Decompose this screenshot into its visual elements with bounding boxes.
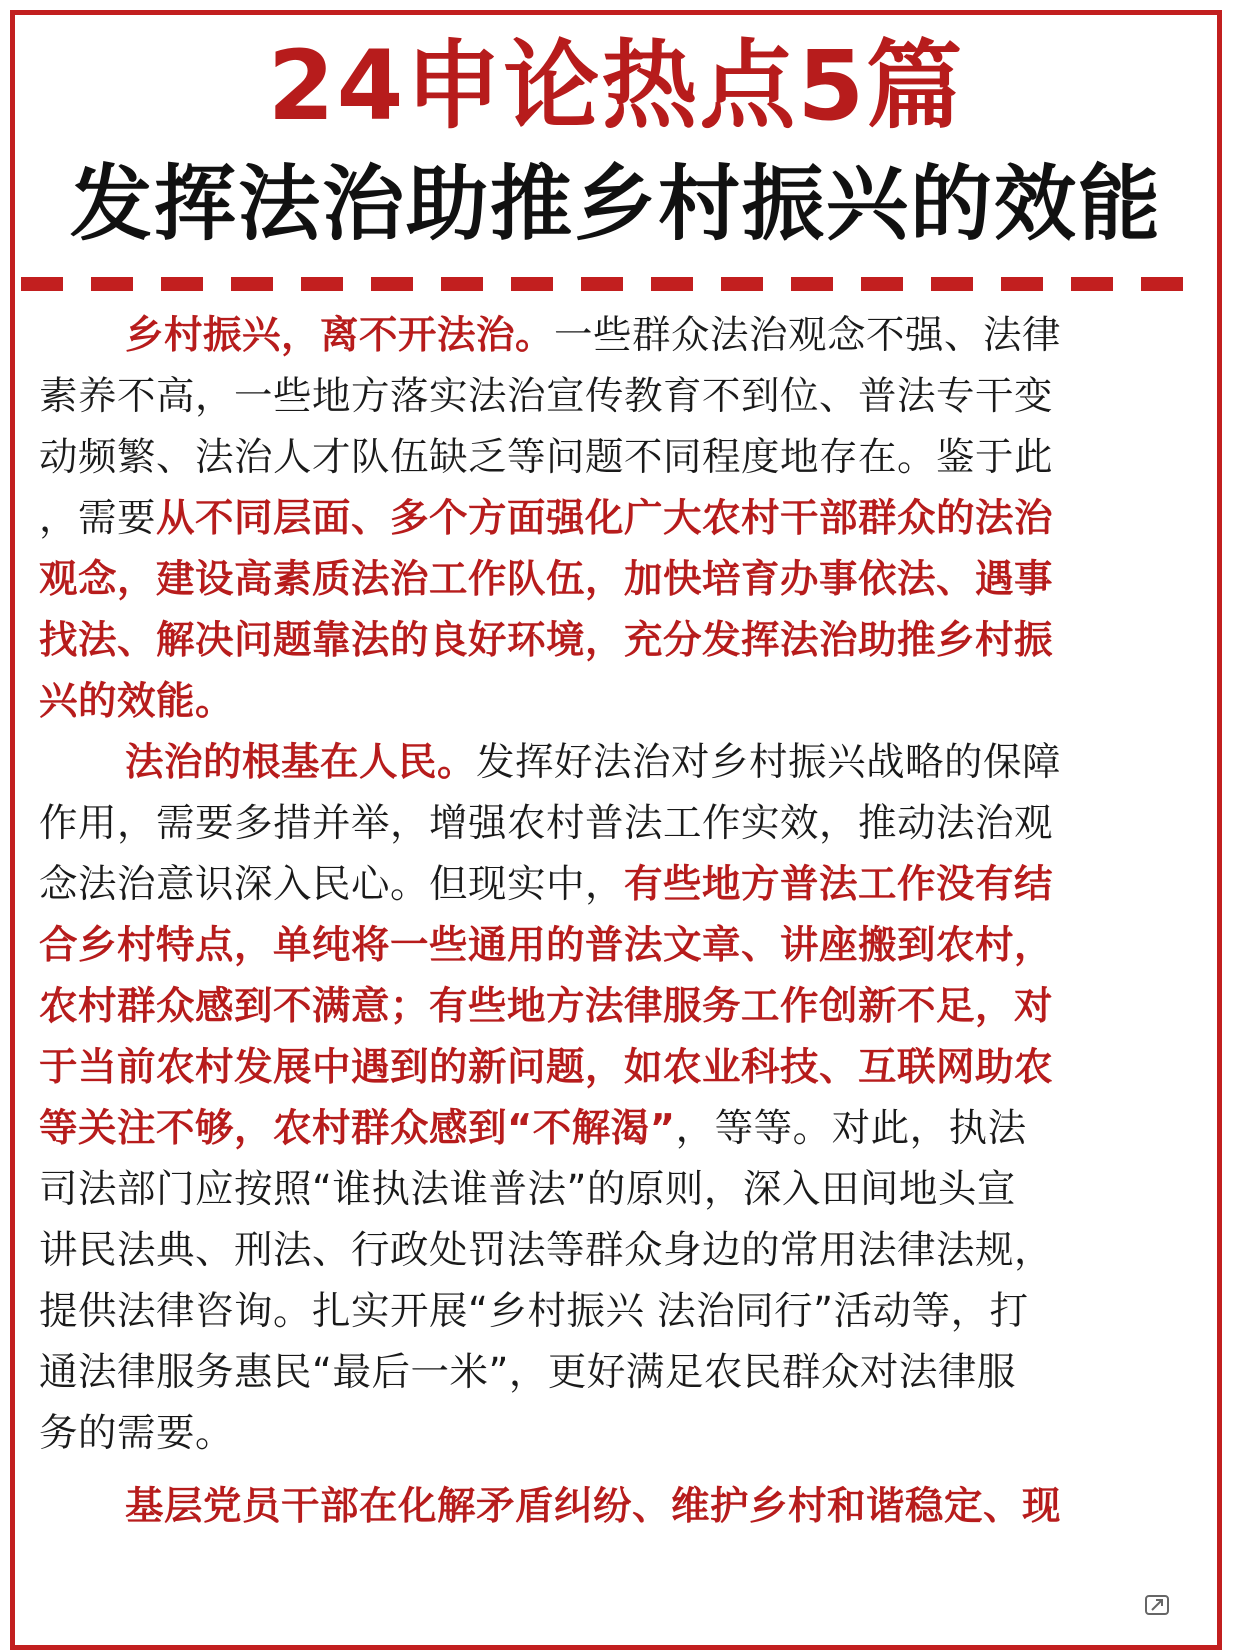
- header: [15, 15, 1217, 285]
- paragraph-line: 司法部门应按照“谁执法谁普法”的原则，深入田间地头宣: [39, 1167, 1016, 1212]
- paragraph-line: [39, 305, 1199, 366]
- paragraph-line: 合乡村特点，单纯将一些通用的普法文章、讲座搬到农村，: [39, 923, 1054, 968]
- paragraph-line: 务的需要。: [39, 1411, 235, 1456]
- paragraph-gap: [39, 1464, 1199, 1476]
- paragraph-line: 讲民法典、刑法、行政处罚法等群众身边的常用法律法规，: [39, 1228, 1054, 1273]
- paragraph-line: 素养不高，一些地方落实法治宣传教育不到位、普法专干变: [39, 374, 1054, 419]
- body-text: ，需要: [39, 496, 157, 541]
- highlight-text: 从不同层面、多个方面强化广大农村干部群众的法治: [156, 496, 1054, 541]
- paragraph-1: [39, 305, 1199, 732]
- paragraph-line: 通法律服务惠民“最后一米”，更好满足农民群众对法律服: [39, 1350, 1016, 1395]
- expand-icon[interactable]: [1131, 1583, 1183, 1627]
- highlight-text: 等关注不够，农村群众感到“不解渴”: [39, 1106, 676, 1151]
- body-text: 发挥好法治对乡村振兴战略的保障: [476, 740, 1062, 785]
- paragraph-line: [39, 1098, 1199, 1159]
- body-text: 念法治意识深入民心。但现实中，: [39, 862, 625, 907]
- dashed-divider: [21, 277, 1211, 291]
- paragraph-line: 农村群众感到不满意；有些地方法律服务工作创新不足，对: [39, 984, 1054, 1029]
- highlight-text: 有些地方普法工作没有结: [624, 862, 1054, 907]
- highlight-text: 法治的根基在人民。: [125, 740, 477, 785]
- highlight-text: 乡村振兴，离不开法治。: [125, 313, 555, 358]
- paragraph-line: 基层党员干部在化解矛盾纠纷、维护乡村和谐稳定、现: [125, 1484, 1062, 1529]
- paragraph-3: [39, 1476, 1199, 1537]
- page-subtitle: 发挥法治助推乡村振兴的效能: [69, 157, 1162, 252]
- paragraph-line: 于当前农村发展中遇到的新问题，如农业科技、互联网助农: [39, 1045, 1054, 1090]
- body-text: 一些群众法治观念不强、法律: [554, 313, 1062, 358]
- article-body: [39, 305, 1199, 1537]
- paragraph-line: 兴的效能。: [39, 679, 235, 724]
- paragraph-line: [39, 732, 1199, 793]
- expand-icon-glyph: [1142, 1590, 1172, 1620]
- paragraph-line: 找法、解决问题靠法的良好环境，充分发挥法治助推乡村振: [39, 618, 1054, 663]
- paragraph-line: [39, 854, 1199, 915]
- paragraph-line: 动频繁、法治人才队伍缺乏等问题不同程度地存在。鉴于此: [39, 435, 1054, 480]
- paragraph-line: 作用，需要多措并举，增强农村普法工作实效，推动法治观: [39, 801, 1054, 846]
- paragraph-line: 提供法律咨询。扎实开展“乡村振兴 法治同行”活动等，打: [39, 1289, 1029, 1334]
- paragraph-2: [39, 732, 1199, 1464]
- page-title: 24申论热点5篇: [267, 30, 965, 142]
- paragraph-line: [39, 488, 1199, 549]
- paragraph-line: 观念，建设高素质法治工作队伍，加快培育办事依法、遇事: [39, 557, 1054, 602]
- page-frame: [10, 10, 1222, 1650]
- body-text: ，等等。对此，执法: [675, 1106, 1027, 1151]
